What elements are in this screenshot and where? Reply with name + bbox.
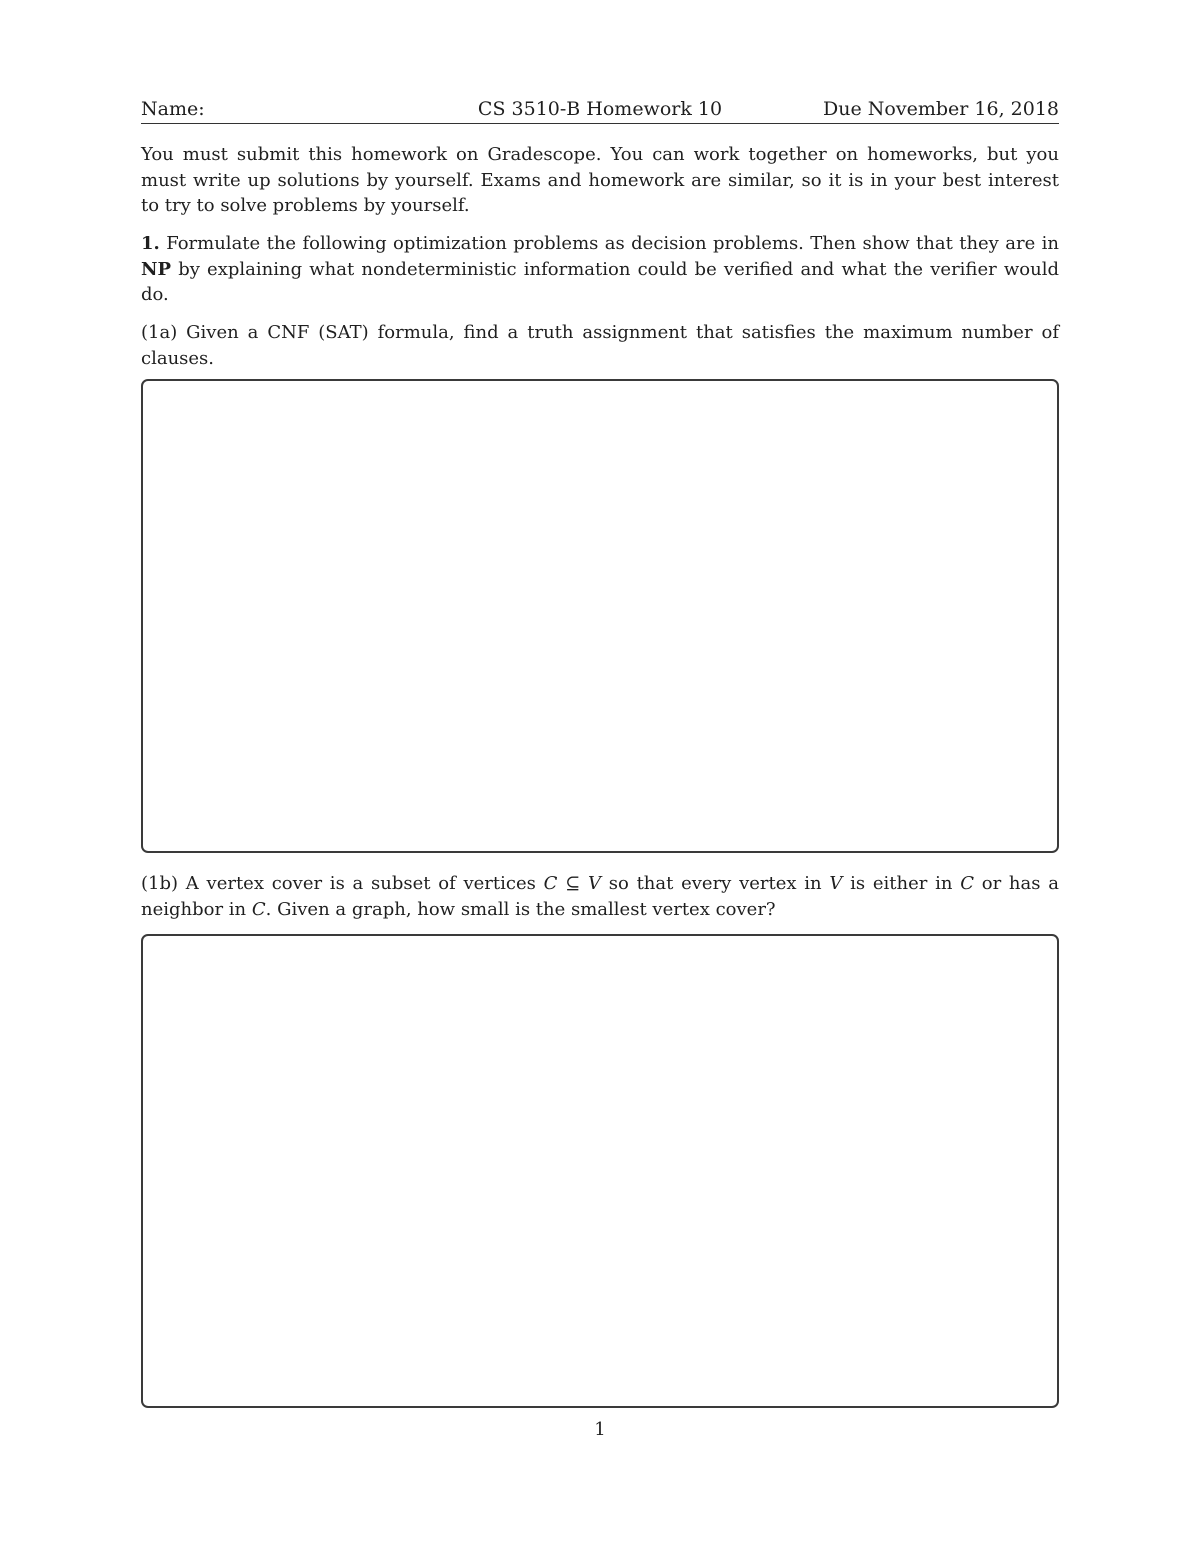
document-page [141, 0, 1059, 1553]
part-1b-label: (1b) [141, 873, 179, 894]
problem-1-text-after: by explaining what nondeterministic information could be verified and what the verifier would do. [141, 258, 1059, 305]
part-1a-text: Given a CNF (SAT) formula, find a truth assignment that satisfies the maximum number of clauses. [141, 322, 1059, 369]
np-class-label: NP [141, 258, 171, 280]
math-symbol-c: C [251, 898, 266, 920]
page-number: 1 [594, 1419, 606, 1440]
answer-box-1a[interactable] [141, 379, 1059, 853]
part-1b-statement [141, 871, 1059, 922]
part-1b-text: . Given a graph, how small is the smallest vertex cover? [265, 898, 776, 920]
problem-1-statement [141, 231, 1059, 308]
answer-box-1b[interactable] [141, 934, 1059, 1408]
due-date: Due November 16, 2018 [823, 98, 1059, 120]
name-label: Name: [141, 98, 205, 120]
math-symbol-v: V [829, 873, 843, 894]
course-title: CS 3510-B Homework 10 [477, 98, 723, 120]
math-symbol-c: C [543, 873, 558, 894]
part-1b-text: A vertex cover is a subset of vertices [185, 873, 536, 894]
part-1a-statement [141, 320, 1059, 371]
header-rule [141, 123, 1059, 124]
part-1b-text: or has a neighbor in [141, 873, 1059, 920]
page-header [141, 96, 1059, 122]
intro-paragraph: You must submit this homework on Gradescope. You can work together on homeworks, but you must write up solutions by yourself. Exams and homework are similar, so it is in your best interest to try to solve problems by yourself. [141, 144, 1059, 216]
problem-1-number: 1. [141, 233, 160, 254]
subset-symbol: ⊆ [565, 873, 581, 894]
part-1b-text: is either in [850, 873, 953, 894]
math-symbol-v: V [588, 873, 601, 894]
problem-1-text-before: Formulate the following optimization problems as decision problems. Then show that they are in [166, 233, 1059, 254]
part-1b-text: so that every vertex in [608, 873, 822, 894]
math-symbol-c: C [960, 873, 974, 894]
part-1a-label: (1a) [141, 322, 178, 343]
